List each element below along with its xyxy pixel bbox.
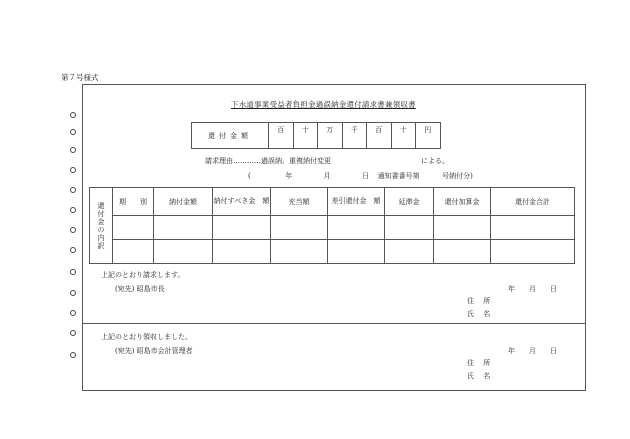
col-refund-interest: 還付加算金 [434,188,491,216]
refund-amount-table [191,122,441,149]
request-reason: 請求理由…………過誤納、重複納付変更 [205,157,331,165]
notice-day: 日 [362,172,370,180]
refund-breakdown-table [89,187,575,264]
binder-hole-icon [70,227,76,233]
section-divider [82,323,586,324]
receipt-statement: 上記のとおり領収しました。 [101,333,192,341]
table-cell[interactable] [328,216,385,240]
binder-hole-icon [70,167,76,173]
table-cell[interactable] [113,240,154,264]
col-net-refund: 差引還付金 額 [328,188,385,216]
table-cell[interactable] [271,240,328,264]
digit-unit-yen: 円 [416,123,441,149]
binder-hole-icon [70,290,76,296]
table-cell[interactable] [113,216,154,240]
col-period: 期 別 [113,188,154,216]
binder-hole-icon [70,247,76,253]
digit-unit-hundred-million: 百 [269,123,294,149]
table-cell[interactable] [154,240,213,264]
form-number: 第７号様式 [61,73,99,82]
table-cell[interactable] [328,240,385,264]
notice-year: 年 [285,172,293,180]
table-cell[interactable] [213,216,271,240]
col-paid-amount: 納付金額 [154,188,213,216]
notice-reference-line [248,171,473,181]
digit-unit-ten-thousand: 万 [318,123,343,149]
binder-hole-icon [70,112,76,118]
receipt-address-field[interactable]: 住 所 [467,359,491,367]
digit-unit-ten: 十 [391,123,416,149]
request-recipient: (宛先) 昭島市長 [115,285,165,293]
binder-hole-icon [70,147,76,153]
table-cell[interactable] [154,216,213,240]
digit-unit-thousand: 千 [342,123,367,149]
digit-unit-ten-million: 十 [293,123,318,149]
table-row [90,240,575,264]
col-refund-total: 還付金合計 [491,188,575,216]
digit-unit-hundred: 百 [367,123,392,149]
table-cell[interactable] [434,240,491,264]
binder-hole-icon [70,269,76,275]
col-amount-due: 納付すべき金 額 [213,188,271,216]
binder-hole-icon [70,310,76,316]
binder-hole-icon [70,207,76,213]
binder-hole-icon [70,187,76,193]
table-cell[interactable] [385,216,434,240]
notice-number-label: 通知書番号第 [377,172,420,180]
refund-breakdown-label: 還付金の内訳 [90,188,113,264]
document-title: 下水道事業受益者負担金過誤納金還付請求書兼領収書 [231,100,416,109]
refund-amount-label: 還付金額 [192,123,269,149]
col-applied-amount: 充当額 [271,188,328,216]
request-address-field[interactable]: 住 所 [467,297,491,305]
request-statement: 上記のとおり請求します。 [101,271,185,279]
col-late-fee: 延滞金 [385,188,434,216]
notice-month: 月 [323,172,331,180]
binder-hole-icon [70,129,76,135]
request-name-field[interactable]: 氏 名 [467,310,491,318]
receipt-date-field[interactable]: 年 月 日 [508,347,557,355]
receipt-recipient: (宛先) 昭島市会計管理者 [115,347,193,355]
table-cell[interactable] [434,216,491,240]
table-row [90,216,575,240]
notice-open-paren: ( [248,172,251,180]
table-cell[interactable] [271,216,328,240]
request-reason-suffix: による。 [421,157,449,165]
table-cell[interactable] [491,216,575,240]
receipt-name-field[interactable]: 氏 名 [467,372,491,380]
table-cell[interactable] [213,240,271,264]
table-cell[interactable] [491,240,575,264]
binder-hole-icon [70,330,76,336]
request-date-field[interactable]: 年 月 日 [508,285,557,293]
table-cell[interactable] [385,240,434,264]
binder-hole-icon [70,352,76,358]
notice-payment-suffix: 号納付分) [442,172,473,180]
